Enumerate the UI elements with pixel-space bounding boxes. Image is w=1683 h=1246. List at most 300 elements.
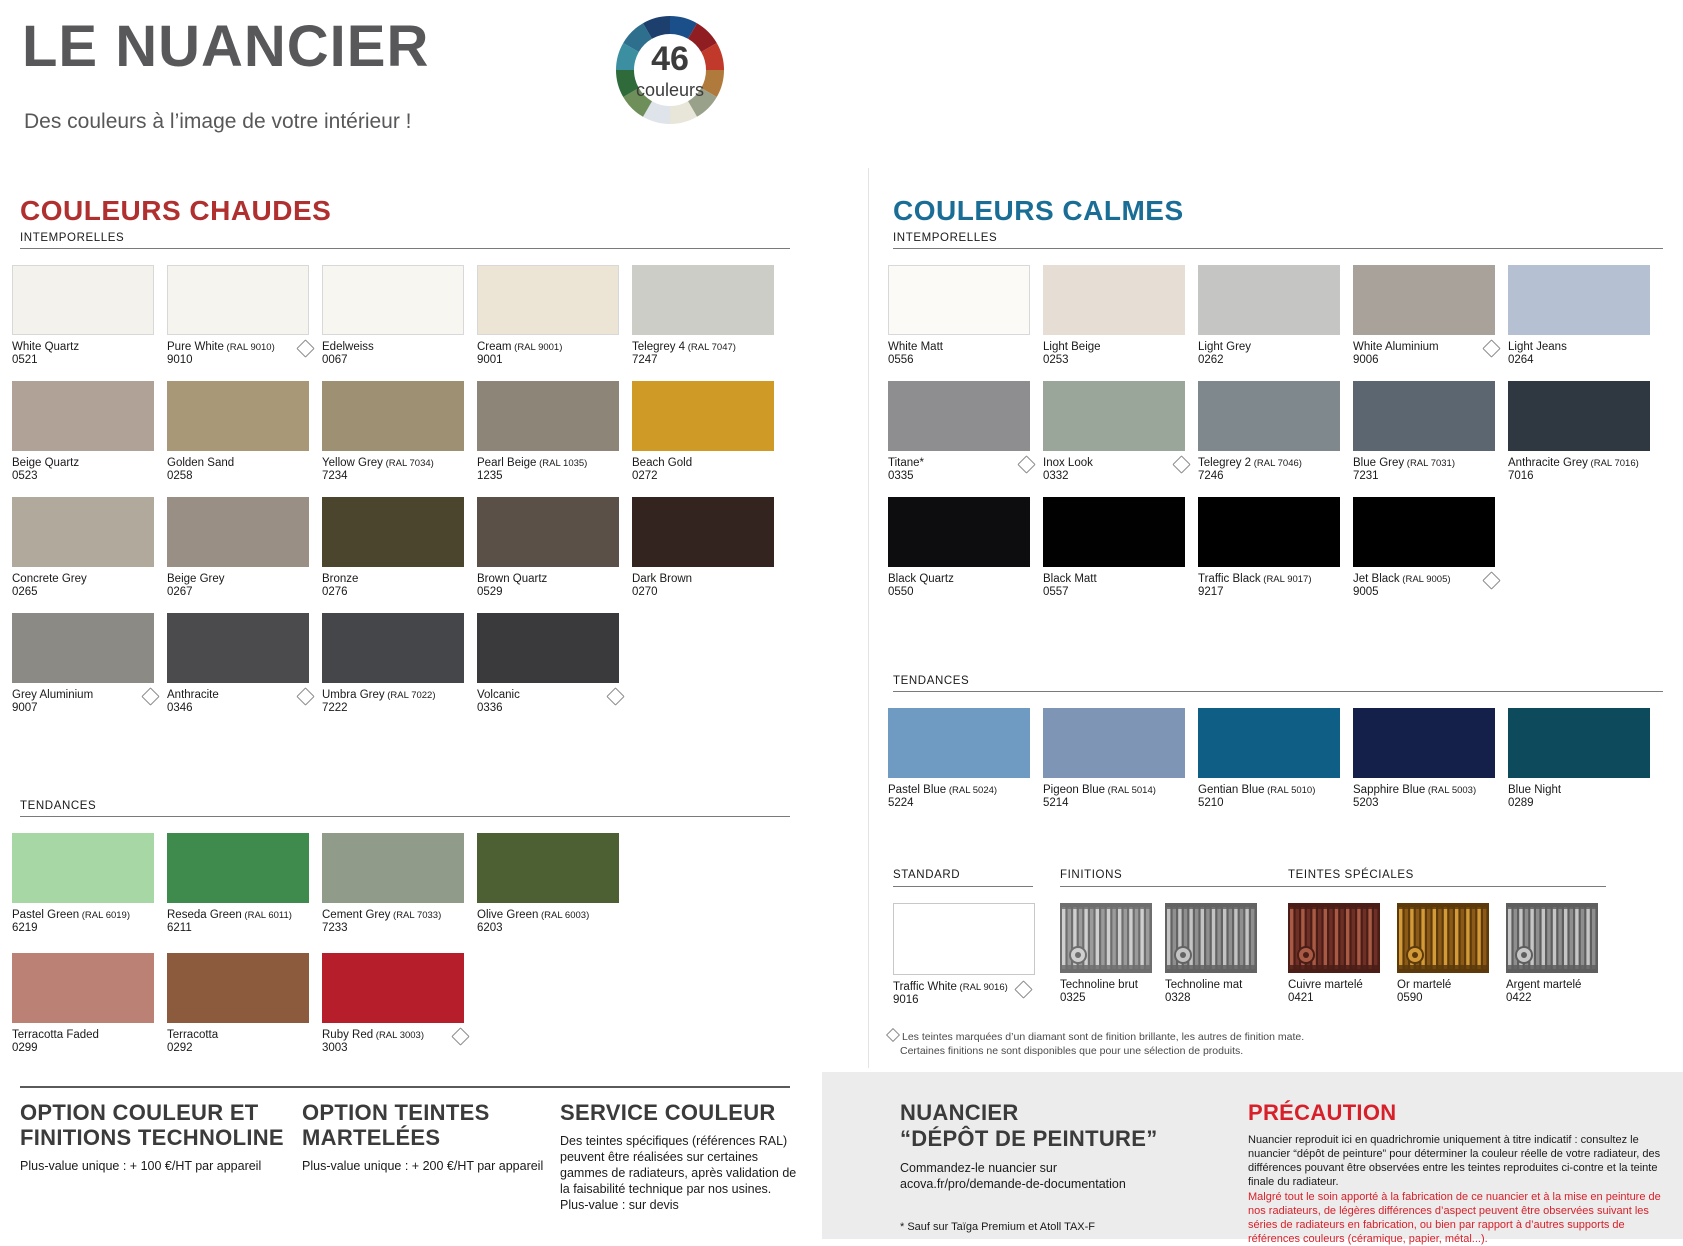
swatch-chip: [167, 497, 309, 567]
column-divider: [868, 168, 869, 1068]
swatch-chip: [477, 381, 619, 451]
swatch-name: Pastel Blue: [888, 784, 947, 796]
swatch-chip: [1043, 381, 1185, 451]
swatch-name: Traffic Black: [1198, 573, 1261, 585]
swatch-label: [167, 457, 319, 470]
swatch-name: Grey Aluminium: [12, 689, 94, 701]
swatch-chip: [322, 265, 464, 335]
diamond-icon: [886, 1028, 900, 1042]
radiator-icon: [1165, 903, 1257, 973]
swatch-code: 7234: [322, 470, 348, 482]
swatch-name: Jet Black: [1353, 573, 1400, 585]
colour-swatch: [322, 497, 474, 599]
swatch-name: Bronze: [322, 573, 359, 585]
swatch-label: [1198, 457, 1350, 470]
swatch-ral: (RAL 9017): [1260, 574, 1312, 585]
swatch-chip: [322, 381, 464, 451]
swatch-label: [167, 341, 319, 354]
colour-swatch: [1508, 265, 1660, 367]
swatch-name: Pigeon Blue: [1043, 784, 1106, 796]
swatch-name: Beach Gold: [632, 457, 693, 469]
swatch-chip: [1043, 708, 1185, 778]
calm-trends-rule: [893, 691, 1663, 692]
swatch-label: [632, 457, 784, 470]
warm-timeless-rule: [20, 248, 790, 249]
swatch-label: [167, 573, 319, 586]
swatch-label: [1353, 573, 1505, 586]
swatch-chip: [12, 265, 154, 335]
swatch-chip: [888, 497, 1030, 567]
swatch-name: Sapphire Blue: [1353, 784, 1426, 796]
swatch-chip: [1353, 708, 1495, 778]
finish-sample: [1397, 903, 1489, 1005]
badge-label: couleurs: [635, 80, 705, 100]
swatch-chip: [167, 265, 309, 335]
swatch-ral: (RAL 7046): [1251, 458, 1302, 469]
swatch-label: [12, 341, 164, 354]
swatch-chip: [888, 708, 1030, 778]
swatch-chip: [322, 953, 464, 1023]
swatch-label: [167, 1029, 319, 1042]
colour-swatch: [1508, 708, 1660, 810]
precaution-text-black: Nuancier reproduit ici en quadrichromie uniquement à titre indicatif : consultez le nuancier “dépôt de peinture” pour déterminer la couleur réelle de votre radiateur, des différences pouvant être observées entre les teintes reproduites ci-contre et la teinte finale du radiateur.: [1248, 1134, 1661, 1188]
swatch-code: 0529: [477, 586, 503, 598]
swatch-code: 0270: [632, 586, 658, 598]
swatch-chip: [322, 613, 464, 683]
swatch-code: 7246: [1198, 470, 1224, 482]
service-couleur-title: SERVICE COULEUR: [560, 1100, 776, 1125]
colour-swatch: [1198, 381, 1350, 483]
colour-swatch: [477, 381, 629, 483]
colour-swatch: [1043, 265, 1195, 367]
nuancier-text: [900, 1160, 1200, 1192]
swatch-label: [477, 457, 629, 470]
swatch-chip: [1198, 381, 1340, 451]
swatch-code: 7233: [322, 922, 348, 934]
finish-name: Argent martelé: [1506, 979, 1582, 991]
colour-swatch: [12, 953, 164, 1055]
swatch-ral: (RAL 5024): [946, 785, 998, 796]
page-header: [0, 0, 1683, 160]
swatch-ral: (RAL 3003): [373, 1030, 425, 1041]
swatch-name: Terracotta: [167, 1029, 219, 1041]
radiator-image: [1060, 903, 1152, 973]
swatch-code: 0262: [1198, 354, 1224, 366]
colour-swatch: [1198, 708, 1350, 810]
swatch-label: [1198, 784, 1350, 797]
swatch-name: Dark Brown: [632, 573, 693, 585]
nuancier-text-l2[interactable]: acova.fr/pro/demande-de-documentation: [900, 1177, 1126, 1191]
swatch-chip: [12, 833, 154, 903]
swatch-chip: [1353, 265, 1495, 335]
swatch-label: [12, 689, 164, 702]
swatch-label: [1198, 341, 1350, 354]
swatch-chip: [888, 265, 1030, 335]
swatch-chip: [1508, 708, 1650, 778]
colour-swatch: [167, 381, 319, 483]
swatch-name: Black Quartz: [888, 573, 954, 585]
colour-swatch: [1198, 497, 1350, 599]
colour-swatch: [1353, 708, 1505, 810]
swatch-chip: [1043, 265, 1185, 335]
swatch-ral: (RAL 6003): [538, 910, 590, 921]
swatch-code: 0272: [632, 470, 658, 482]
finish-code: 0421: [1288, 992, 1314, 1004]
swatch-code: 0335: [888, 470, 914, 482]
page-subtitle: Des couleurs à l’image de votre intérieur !: [24, 110, 412, 133]
swatch-code: 3003: [322, 1042, 348, 1054]
finish-code: 0422: [1506, 992, 1532, 1004]
swatch-code: 9001: [477, 354, 503, 366]
swatch-code: 5214: [1043, 797, 1069, 809]
colour-swatch: [1198, 265, 1350, 367]
option-technoline-text: Plus-value unique : + 100 €/HT par appareil: [20, 1159, 262, 1173]
colour-swatch: [12, 833, 164, 935]
swatch-code: 0523: [12, 470, 38, 482]
swatch-name: Beige Quartz: [12, 457, 80, 469]
swatch-label: [1508, 784, 1660, 797]
swatch-code: 0289: [1508, 797, 1534, 809]
swatch-label: [893, 981, 1043, 994]
swatch-label: [322, 1029, 474, 1042]
swatch-code: 7016: [1508, 470, 1534, 482]
swatch-chip: [477, 265, 619, 335]
swatch-ral: (RAL 5010): [1264, 785, 1316, 796]
swatch-chip: [167, 613, 309, 683]
swatch-name: Terracotta Faded: [12, 1029, 99, 1041]
option-technoline-title: [20, 1100, 284, 1150]
swatch-label: [1353, 341, 1505, 354]
swatch-code: 5203: [1353, 797, 1379, 809]
colour-swatch: [12, 613, 164, 715]
nuancier-footnote: * Sauf sur Taïga Premium et Atoll TAX-F: [900, 1221, 1096, 1233]
swatch-name: Cream: [477, 341, 512, 353]
swatch-code: 9010: [167, 354, 193, 366]
colour-swatch: [12, 497, 164, 599]
page-title: LE NUANCIER: [22, 14, 430, 79]
swatch-ral: (RAL 6011): [241, 910, 292, 921]
finish-name: Cuivre martelé: [1288, 979, 1363, 991]
swatch-name: Blue Grey: [1353, 457, 1405, 469]
swatch-code: 0267: [167, 586, 193, 598]
swatch-label: [322, 689, 474, 702]
swatch-label: [1198, 573, 1350, 586]
swatch-label: [1043, 457, 1195, 470]
radiator-image: [1506, 903, 1598, 973]
swatch-code: 9005: [1353, 586, 1379, 598]
badge-number: 46: [651, 40, 689, 78]
standard-label: STANDARD: [893, 869, 961, 881]
colour-swatch: [322, 833, 474, 935]
swatch-ral: (RAL 6019): [79, 910, 130, 921]
swatch-name: Inox Look: [1043, 457, 1093, 469]
swatch-name: Black Matt: [1043, 573, 1097, 585]
swatch-name: Traffic White: [893, 981, 957, 993]
swatch-code: 0292: [167, 1042, 193, 1054]
swatch-label: [12, 457, 164, 470]
colour-swatch: [1353, 265, 1505, 367]
swatch-label: [632, 341, 784, 354]
swatch-label: [322, 573, 474, 586]
colour-swatch: [1043, 381, 1195, 483]
colour-swatch: [322, 613, 474, 715]
swatch-ral: (RAL 5003): [1425, 785, 1477, 796]
swatch-label: [167, 909, 319, 922]
colour-swatch: [1043, 708, 1195, 810]
swatch-chip: [477, 497, 619, 567]
swatch-chip: [12, 497, 154, 567]
swatch-name: Pastel Green: [12, 909, 80, 921]
swatch-chip: [888, 381, 1030, 451]
swatch-ral: (RAL 1035): [536, 458, 588, 469]
swatch-code: 6203: [477, 922, 503, 934]
finitions-rule: [1060, 886, 1292, 887]
colour-swatch: [632, 497, 784, 599]
swatch-name: White Quartz: [12, 341, 80, 353]
swatch-code: 7247: [632, 354, 658, 366]
colour-swatch: [1508, 381, 1660, 483]
precaution-text-red: Malgré tout le soin apporté à la fabrication de ce nuancier et à la mise en peinture de nos radiateurs, de légères différences d’aspect peuvent être observées suivant les séries de radiateurs en fabrication, ou bien par rapport à d’autres supports de références couleurs (céramique, papier, métal...).: [1248, 1191, 1661, 1245]
standard-rule: [893, 886, 1033, 887]
swatch-name: Pure White: [167, 341, 224, 353]
swatch-name: Cement Grey: [322, 909, 391, 921]
swatch-code: 0067: [322, 354, 348, 366]
finish-code: 0590: [1397, 992, 1423, 1004]
nuancier-title-l2: “DÉPÔT DE PEINTURE”: [900, 1126, 1158, 1151]
swatch-name: Volcanic: [477, 689, 520, 701]
standard-swatch: [893, 903, 1043, 1007]
swatch-label: [12, 909, 164, 922]
swatch-label: [477, 573, 629, 586]
swatch-label: [632, 573, 784, 586]
swatch-code: 7222: [322, 702, 348, 714]
swatch-ral: (RAL 7016): [1587, 458, 1639, 469]
swatch-label: [477, 689, 629, 702]
swatch-name: White Matt: [888, 341, 943, 353]
swatch-label: [888, 573, 1040, 586]
finish-name: Technoline mat: [1165, 979, 1243, 991]
colour-swatch: [322, 265, 474, 367]
warm-trends-rule: [20, 816, 790, 817]
swatch-name: Reseda Green: [167, 909, 242, 921]
swatch-name: Telegrey 2: [1198, 457, 1252, 469]
swatch-label: [888, 341, 1040, 354]
swatch-chip: [1353, 497, 1495, 567]
calm-trends-label: TENDANCES: [893, 675, 970, 687]
swatch-chip: [893, 903, 1035, 975]
swatch-chip: [632, 265, 774, 335]
swatch-ral: (RAL 9005): [1399, 574, 1451, 585]
swatch-chip: [322, 497, 464, 567]
colour-swatch: [632, 381, 784, 483]
swatch-chip: [1353, 381, 1495, 451]
swatch-name: Umbra Grey: [322, 689, 385, 701]
option-martelees-text: Plus-value unique : + 200 €/HT par appareil: [302, 1159, 544, 1173]
colour-swatch: [322, 953, 474, 1055]
swatch-ral: (RAL 7047): [685, 342, 736, 353]
swatch-code: 1235: [477, 470, 503, 482]
swatch-label: [1508, 457, 1660, 470]
swatch-chip: [1198, 497, 1340, 567]
swatch-chip: [1508, 265, 1650, 335]
swatch-label: [1043, 573, 1195, 586]
swatch-code: 0264: [1508, 354, 1534, 366]
colour-swatch: [12, 265, 164, 367]
footer-rule-left: [20, 1086, 790, 1088]
swatch-label: [477, 909, 629, 922]
colour-swatch: [1353, 497, 1505, 599]
swatch-chip: [477, 613, 619, 683]
swatch-code: 9006: [1353, 354, 1379, 366]
gloss-note: [888, 1030, 1588, 1058]
swatch-chip: [167, 953, 309, 1023]
radiator-icon: [1397, 903, 1489, 973]
precaution-title: PRÉCAUTION: [1248, 1100, 1397, 1125]
swatch-name: Brown Quartz: [477, 573, 548, 585]
swatch-code: 0556: [888, 354, 914, 366]
swatch-label: [12, 1029, 164, 1042]
swatch-name: Titane*: [888, 457, 925, 469]
swatch-label: [1353, 457, 1505, 470]
swatch-name: Blue Night: [1508, 784, 1562, 796]
colour-wheel-logo: [600, 8, 740, 138]
colour-swatch: [888, 381, 1040, 483]
finish-sample: [1288, 903, 1380, 1005]
swatch-label: [322, 909, 474, 922]
radiator-image: [1397, 903, 1489, 973]
radiator-icon: [1060, 903, 1152, 973]
nuancier-text-l1: Commandez-le nuancier sur: [900, 1161, 1058, 1175]
colour-swatch: [888, 497, 1040, 599]
radiator-image: [1165, 903, 1257, 973]
swatch-chip: [632, 381, 774, 451]
swatch-ral: (RAL 7034): [382, 458, 434, 469]
swatch-code: 0521: [12, 354, 38, 366]
swatch-name: Telegrey 4: [632, 341, 686, 353]
colour-swatch: [167, 953, 319, 1055]
swatch-label: [1043, 341, 1195, 354]
radiator-icon: [1288, 903, 1380, 973]
swatch-name: Anthracite: [167, 689, 219, 701]
colour-swatch: [167, 497, 319, 599]
swatch-code: 6219: [12, 922, 38, 934]
gloss-note-line1: Les teintes marquées d’un diamant sont de finition brillante, les autres de finition mate.: [902, 1031, 1305, 1043]
swatch-code: 0258: [167, 470, 193, 482]
swatch-name: Golden Sand: [167, 457, 235, 469]
service-couleur-text: Des teintes spécifiques (références RAL) peuvent être réalisées sur certaines gammes de radiateurs, après validation de la faisabilité technique par nos usines. Plus-value : sur devis: [560, 1134, 797, 1212]
swatch-label: [888, 784, 1040, 797]
calm-heading: COULEURS CALMES: [893, 195, 1184, 226]
swatch-code: 5224: [888, 797, 914, 809]
swatch-name: Beige Grey: [167, 573, 225, 585]
swatch-name: Olive Green: [477, 909, 539, 921]
teintes-label: TEINTES SPÉCIALES: [1288, 869, 1414, 881]
colour-swatch: [322, 381, 474, 483]
colour-swatch: [12, 381, 164, 483]
swatch-label: [12, 573, 164, 586]
finish-sample: [1060, 903, 1152, 1005]
swatch-label: [477, 341, 629, 354]
colour-swatch: [477, 265, 629, 367]
swatch-code: 0299: [12, 1042, 38, 1054]
swatch-chip: [1508, 381, 1650, 451]
swatch-label: [167, 689, 319, 702]
swatch-chip: [1198, 708, 1340, 778]
warm-heading: COULEURS CHAUDES: [20, 195, 332, 226]
warm-trends-label: TENDANCES: [20, 800, 97, 812]
swatch-name: Gentian Blue: [1198, 784, 1265, 796]
finish-name: Or martelé: [1397, 979, 1452, 991]
swatch-name: Light Jeans: [1508, 341, 1567, 353]
colour-swatch: [167, 833, 319, 935]
swatch-name: Concrete Grey: [12, 573, 87, 585]
swatch-name: Ruby Red: [322, 1029, 374, 1041]
swatch-code: 6211: [167, 922, 192, 934]
colour-swatch: [477, 613, 629, 715]
finish-name: Technoline brut: [1060, 979, 1138, 991]
swatch-label: [1508, 341, 1660, 354]
colour-swatch: [477, 833, 629, 935]
swatch-ral: (RAL 5014): [1105, 785, 1156, 796]
calm-timeless-label: INTEMPORELLES: [893, 232, 998, 244]
option-martelees-title: [302, 1100, 490, 1150]
swatch-ral: (RAL 9016): [956, 982, 1008, 993]
swatch-name: Anthracite Grey: [1508, 457, 1588, 469]
finish-sample: [1165, 903, 1257, 1005]
gloss-note-line2: Certaines finitions ne sont disponibles que pour une sélection de produits.: [900, 1045, 1244, 1057]
swatch-label: [322, 457, 474, 470]
warm-timeless-label: INTEMPORELLES: [20, 232, 125, 244]
swatch-chip: [12, 613, 154, 683]
swatch-name: Edelweiss: [322, 341, 374, 353]
swatch-code: 0336: [477, 702, 503, 714]
swatch-name: White Aluminium: [1353, 341, 1439, 353]
colour-swatch: [477, 497, 629, 599]
swatch-chip: [1043, 497, 1185, 567]
colour-swatch: [888, 708, 1040, 810]
swatch-code: 0332: [1043, 470, 1069, 482]
calm-timeless-rule: [893, 248, 1663, 249]
swatch-label: [1353, 784, 1505, 797]
option-martelees-title-l1: OPTION TEINTES: [302, 1100, 490, 1125]
swatch-name: Yellow Grey: [322, 457, 383, 469]
swatch-name: Pearl Beige: [477, 457, 537, 469]
swatch-ral: (RAL 9010): [223, 342, 275, 353]
swatch-label: [888, 457, 1040, 470]
finish-sample: [1506, 903, 1598, 1005]
colour-swatch: [167, 265, 319, 367]
swatch-code: 0253: [1043, 354, 1069, 366]
swatch-chip: [12, 381, 154, 451]
colour-swatch: [888, 265, 1040, 367]
option-technoline-title-l2: FINITIONS TECHNOLINE: [20, 1125, 284, 1150]
swatch-label: [1043, 784, 1195, 797]
colour-swatch: [1353, 381, 1505, 483]
swatch-code: 9217: [1198, 586, 1224, 598]
swatch-chip: [322, 833, 464, 903]
swatch-code: 0550: [888, 586, 914, 598]
finish-code: 0328: [1165, 992, 1191, 1004]
colour-swatch: [1043, 497, 1195, 599]
swatch-ral: (RAL 9001): [511, 342, 563, 353]
option-martelees-title-l2: MARTELÉES: [302, 1125, 441, 1150]
swatch-code: 5210: [1198, 797, 1224, 809]
nuancier-title-l1: NUANCIER: [900, 1100, 1019, 1125]
swatch-ral: (RAL 7022): [384, 690, 436, 701]
colour-swatch: [167, 613, 319, 715]
teintes-rule: [1288, 886, 1606, 887]
swatch-chip: [167, 833, 309, 903]
